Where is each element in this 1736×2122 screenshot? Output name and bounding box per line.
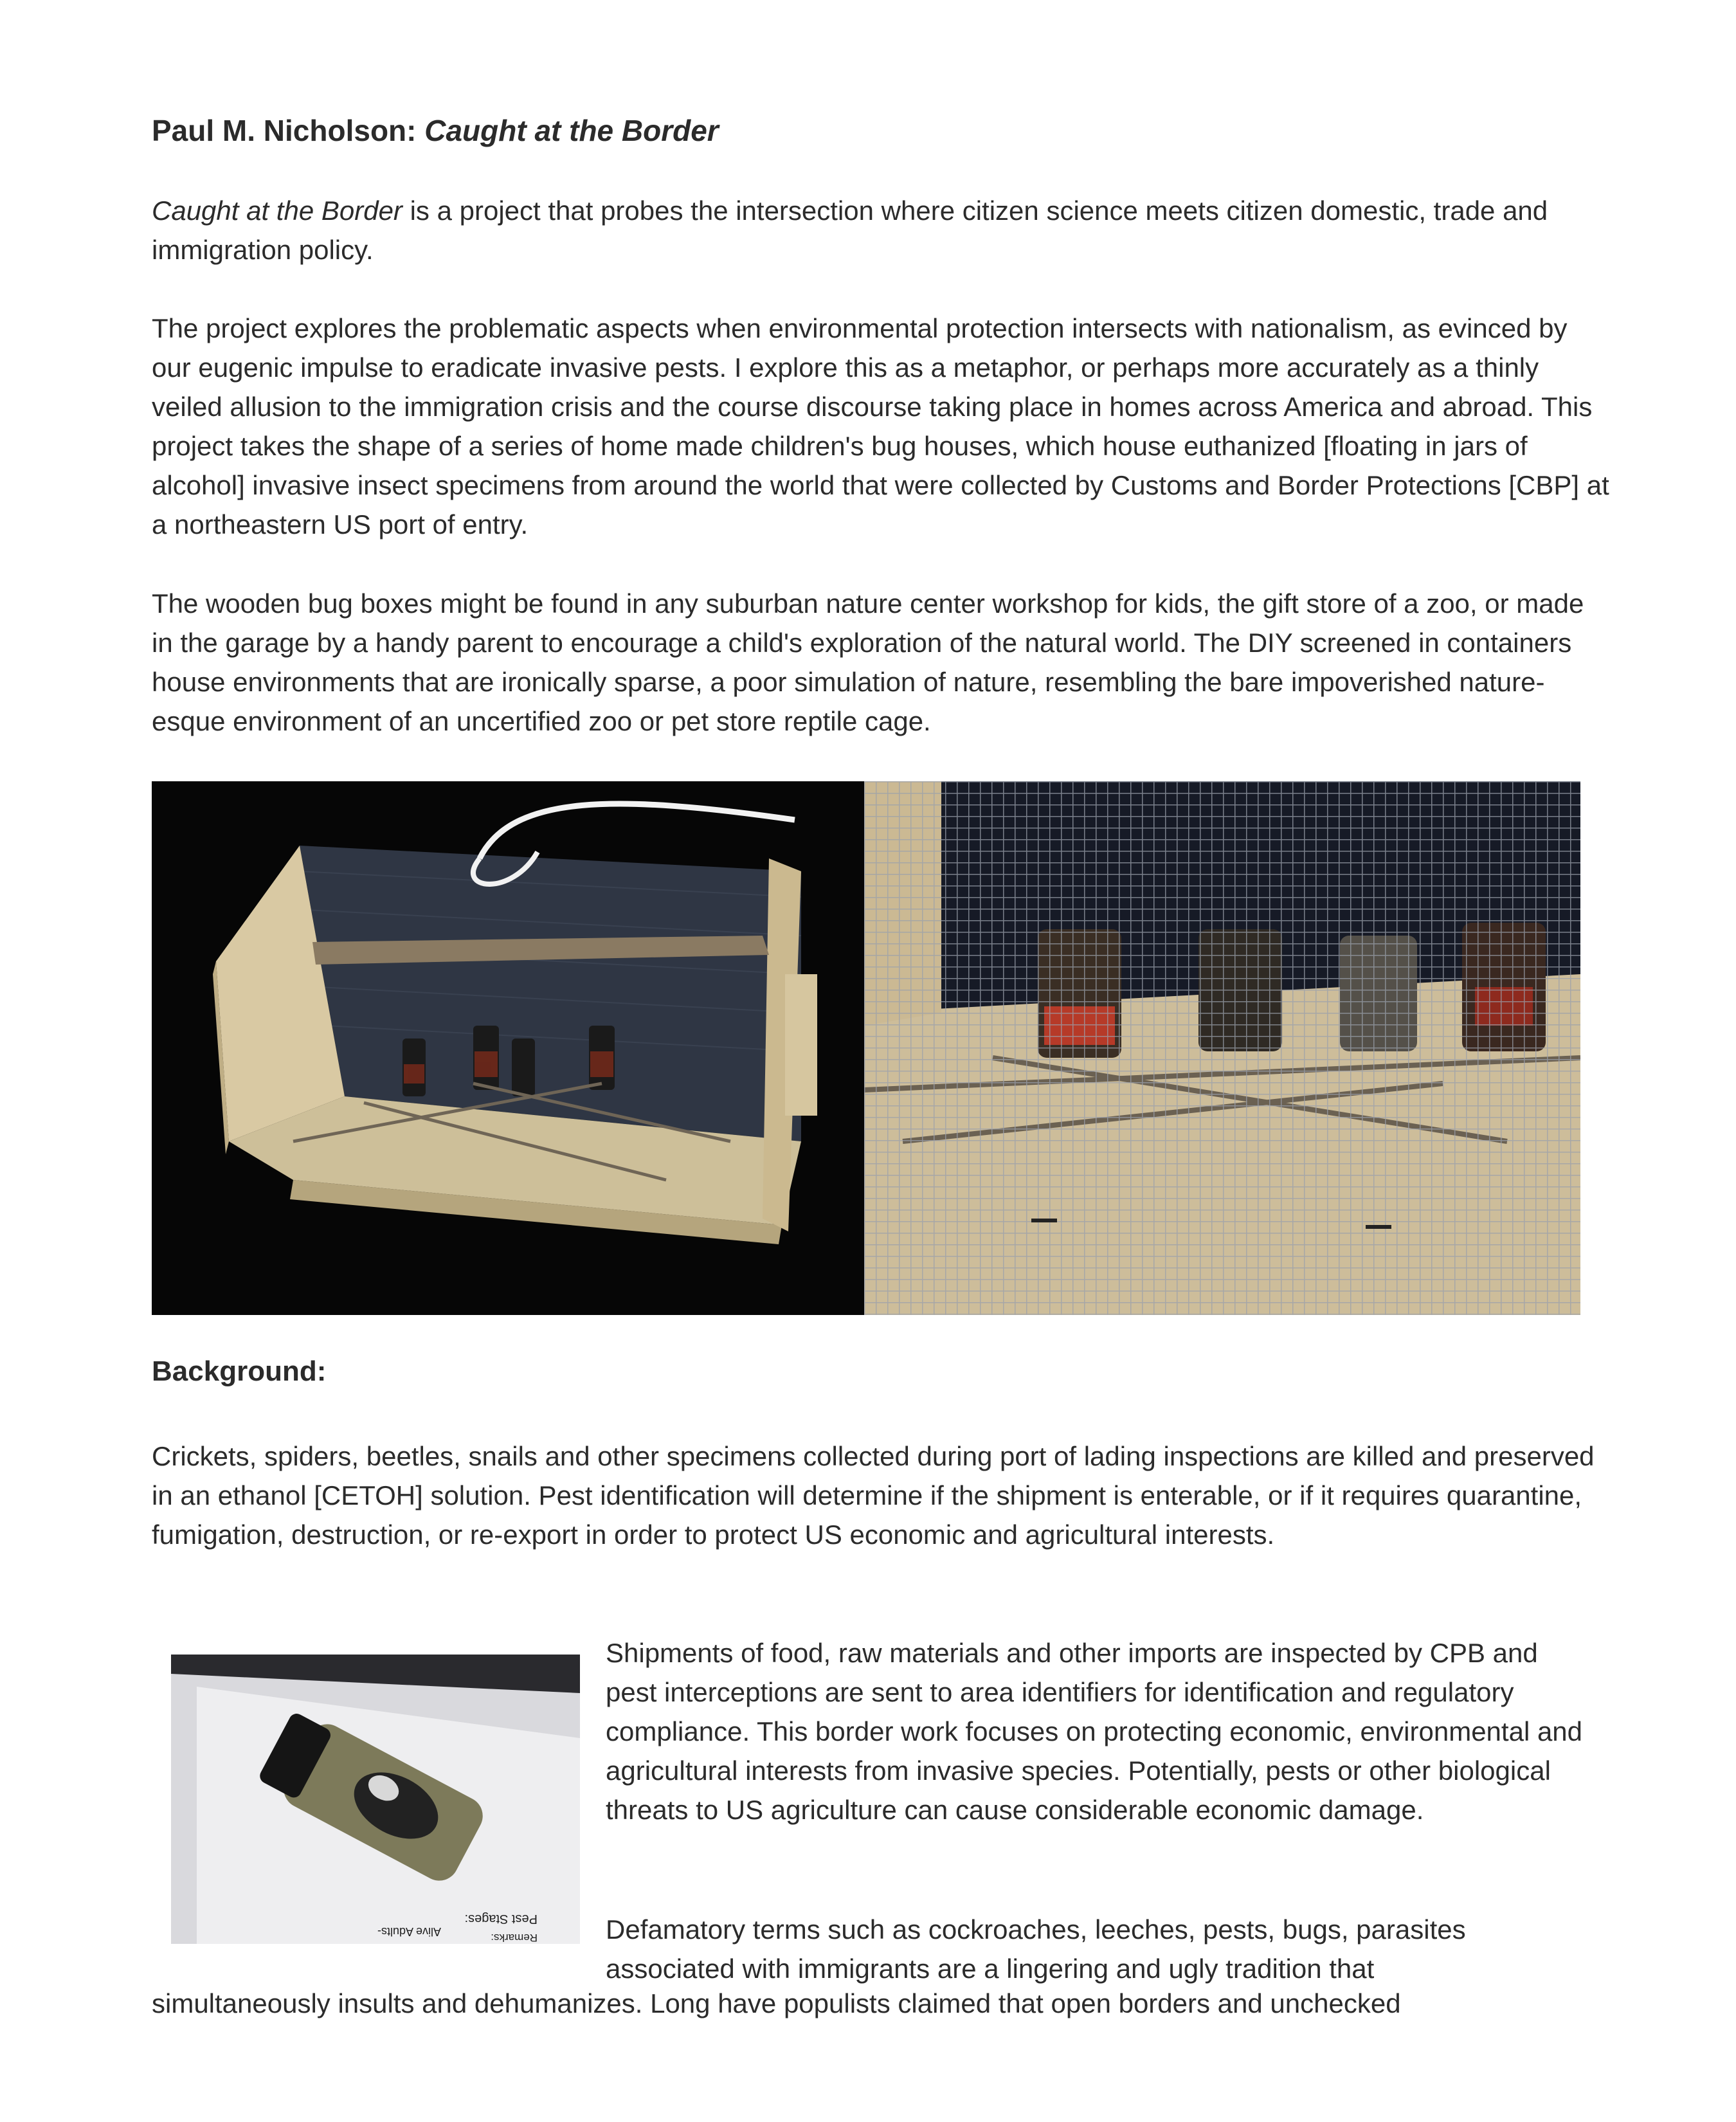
bug-box-paragraph: The wooden bug boxes might be found in any suburban nature center workshop for kids, the gift store of a zoo, or made in the garage by a handy parent to encourage a child's exploration of the natural world. The DIY screened in containers house environments that are ironically sparse, a poor simulation of nature, resembling the bare impoverished nature-esque environment of an uncertified zoo or pet store reptile cage. [152,588,1584,736]
background-heading: Background: [152,1356,327,1387]
specimen-vial-photo [171,1655,580,1944]
mesh-detail-photo [864,781,1580,1315]
project-paragraph: The project explores the problematic aspects when environmental protection intersects with nationalism, as evinced by our eugenic impulse to eradicate invasive pests. I explore this as a metaphor, or perhaps more accurately as a thinly veiled allusion to the immigration crisis and the course discourse taking place in homes across America and abroad. This project takes the shape of a series of home made children's bug houses, which house euthanized [floating in jars of alcohol] invasive insect specimens from around the world that were collected by Customs and Border Protections [CBP] at a northeastern US port of entry. [152,313,1609,540]
inspection-paragraph: Shipments of food, raw materials and other imports are inspected by CPB and pest interceptions are sent to area identifiers for identification and regulatory compliance. This border work focuses on protecting economic, environmental and agricultural interests from invasive species. Potentially, pests or other biological threats to US agriculture can cause considerable economic damage. [606,1638,1583,1825]
vial-label-line3: Remarks: [491,1932,538,1944]
bug-box-photo [152,781,864,1315]
vial-label-line2: Alive Adults- [377,1925,441,1938]
background-paragraph: Crickets, spiders, beetles, snails and other specimens collected during port of lading inspections are killed and preserved in an ethanol [CETOH] solution. Pest identification will determine if the shipment is enterable, or if it requires quarantine, fumigation, destruction, or re-export in order to protect US economic and agricultural interests. [152,1441,1595,1550]
title-work: Caught at the Border [424,114,719,147]
continued-text-line: simultaneously insults and dehumanizes. Long have populists claimed that open borders and unchecked [152,1988,1401,2018]
page-title [152,108,719,153]
intro-paragraph [152,191,1611,269]
intro-text: is a project that probes the intersection where citizen science meets citizen domestic, trade and immigration policy. [152,195,1548,265]
title-author: Paul M. Nicholson: [152,114,417,147]
vial-label-line1: Pest Stages: [464,1912,538,1926]
defamatory-terms-paragraph: Defamatory terms such as cockroaches, leeches, pests, bugs, parasites associated with immigrants are a lingering and ugly tradition that [606,1914,1466,1984]
intro-italic-title: Caught at the Border [152,195,402,226]
